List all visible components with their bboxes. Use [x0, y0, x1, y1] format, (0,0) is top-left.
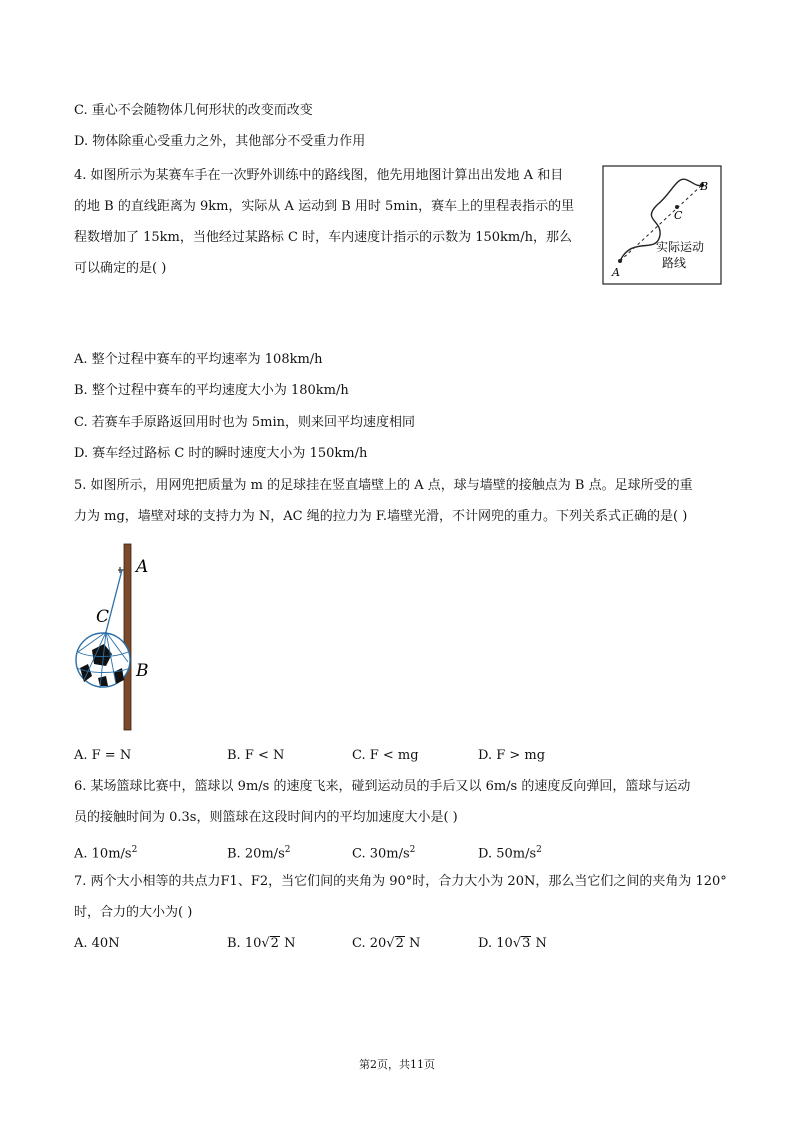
q4-label-route2: 路线	[662, 256, 687, 270]
q5-stem-line2: 力为 mg，墙壁对球的支持力为 N，AC 绳的拉力为 F.墙壁光滑，不计网兜的重力。下列关系式正确的是( )	[74, 509, 688, 524]
q4-stem-line4: 可以确定的是( )	[74, 261, 167, 276]
q4-point-a	[618, 259, 622, 263]
page-footer: 第2页，共11页	[359, 1058, 435, 1071]
q6-option-a: A. $10m/s^2$	[74, 845, 138, 862]
q5-wall	[124, 544, 131, 730]
q4-label-b: B	[700, 180, 709, 193]
q5-label-c: C	[96, 607, 110, 627]
q4-label-a: A	[612, 266, 620, 279]
q3-option-c: C. 重心不会随物体几何形状的改变而改变	[74, 103, 313, 118]
q4-option-a: A. 整个过程中赛车的平均速率为 108km/h	[74, 352, 323, 367]
q4-stem-line1: 4. 如图所示为某赛车手在一次野外训练中的路线图，他先用地图计算出出发地 A 和目	[74, 168, 564, 183]
q5-option-d: D. F > mg	[478, 748, 546, 763]
q7-option-c: C. 20√2 N	[352, 936, 421, 951]
q4-option-b: B. 整个过程中赛车的平均速度大小为 180km/h	[74, 383, 349, 398]
q7-stem-line2: 时，合力的大小为( )	[74, 905, 193, 920]
q5-stem-line1: 5. 如图所示，用网兜把质量为 m 的足球挂在竖直墙壁上的 A 点，球与墙壁的接触点为 B 点。足球所受的重	[74, 478, 693, 493]
q6-stem-line1: 6. 某场篮球比赛中，篮球以 9m/s 的速度飞来，碰到运动员的手后又以 6m/s 的速度反向弹回，篮球与运动	[74, 779, 691, 794]
q7-option-b: B. 10√2 N	[227, 936, 296, 951]
q5-label-b: B	[136, 661, 149, 681]
q6-stem-line2: 员的接触时间为 0.3s，则篮球在这段时间内的平均加速度大小是( )	[74, 810, 458, 825]
q7-stem-line1: 7. 两个大小相等的共点力F1、F2，当它们间的夹角为 90°时，合力大小为 20N，那么当它们之间的夹角为 120°	[74, 874, 727, 889]
q6-option-d: D. $50m/s^2$	[478, 845, 542, 862]
q5-option-c: C. F < mg	[352, 748, 419, 763]
q5-option-b: B. F < N	[227, 748, 285, 763]
q4-label-c: C	[674, 209, 683, 222]
q5-option-a: A. F = N	[74, 748, 132, 763]
q5-label-a: A	[136, 557, 149, 577]
q3-option-d: D. 物体除重心受重力之外，其他部分不受重力作用	[74, 134, 366, 149]
q4-label-route1: 实际运动	[656, 240, 705, 254]
q5-net-ball-figure	[70, 540, 170, 735]
q4-route-figure	[602, 165, 722, 285]
q4-stem-line3: 程数增加了 15km，当他经过某路标 C 时，车内速度计指示的示数为 150km/h，那么	[74, 230, 572, 245]
q6-option-c: C. $30m/s^2$	[352, 845, 416, 862]
q6-option-b: B. $20m/s^2$	[227, 845, 291, 862]
q4-option-c: C. 若赛车手原路返回用时也为 5min，则来回平均速度相同	[74, 415, 416, 430]
q4-stem-line2: 的地 B 的直线距离为 9km，实际从 A 运动到 B 用时 5min，赛车上的里程表指示的里	[74, 199, 575, 214]
q4-option-d: D. 赛车经过路标 C 时的瞬时速度大小为 150km/h	[74, 446, 368, 461]
q7-option-a: A. 40N	[74, 936, 120, 951]
q7-option-d: D. 10√3 N	[478, 936, 547, 951]
